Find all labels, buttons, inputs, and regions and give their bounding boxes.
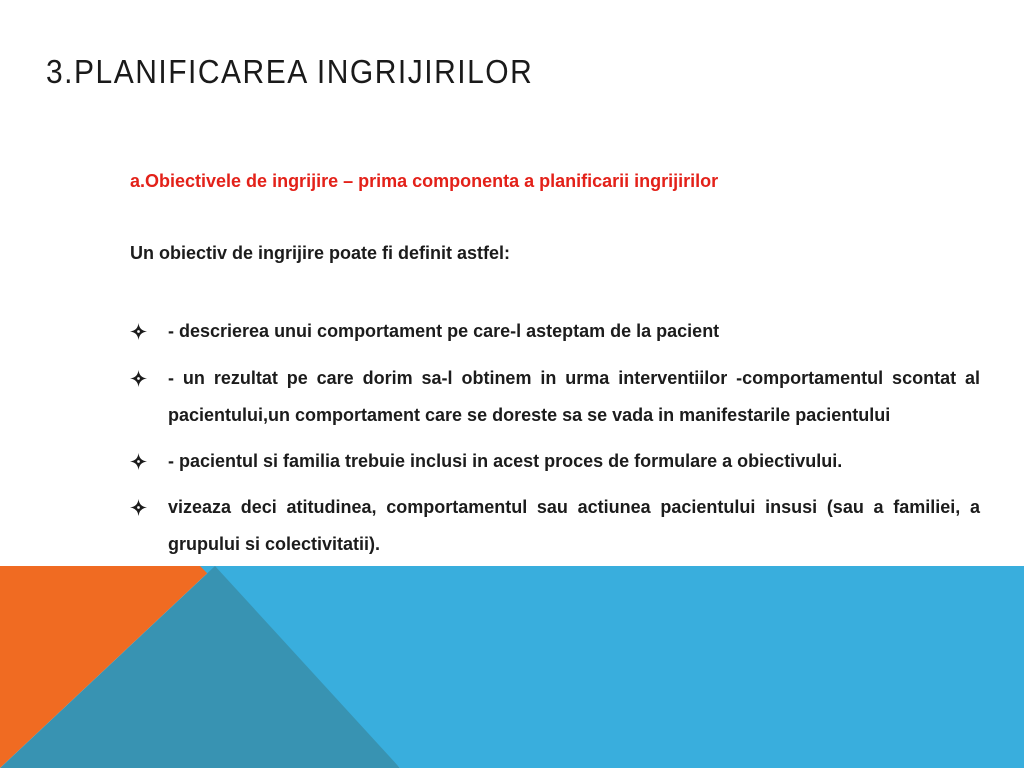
bullet-text: vizeaza deci atitudinea, comportamentul sau actiunea pacientului insusi (sau a familiei, a grupului si colectivitatii). [168, 497, 980, 554]
bullet-text: - un rezultat pe care dorim sa-l obtinem in urma interventiilor -comportamentul scontat al pacientului,un comportament care se doreste sa se vada in manifestarile pacientului [168, 368, 980, 425]
diamond-star-bullet-icon [130, 453, 147, 470]
bullet-text: - descrierea unui comportament pe care-l asteptam de la pacient [168, 321, 720, 341]
list-item [130, 360, 980, 434]
slide-title: 3.PLANIFICAREA INGRIJIRILOR [46, 54, 534, 91]
diamond-star-bullet-icon [130, 370, 147, 387]
list-item [130, 489, 980, 563]
section-subtitle: a.Obiectivele de ingrijire – prima componenta a planificarii ingrijirilor [130, 171, 719, 191]
definition-lead: Un obiectiv de ingrijire poate fi definit astfel: [130, 243, 511, 263]
diamond-star-bullet-icon [130, 323, 147, 340]
list-item [130, 443, 980, 480]
slide-content [130, 168, 980, 572]
bullet-list [130, 313, 980, 563]
bullet-text: - pacientul si familia trebuie inclusi in acest proces de formulare a obiectivului. [168, 451, 843, 471]
diamond-star-bullet-icon [130, 499, 147, 516]
list-item [130, 313, 980, 350]
